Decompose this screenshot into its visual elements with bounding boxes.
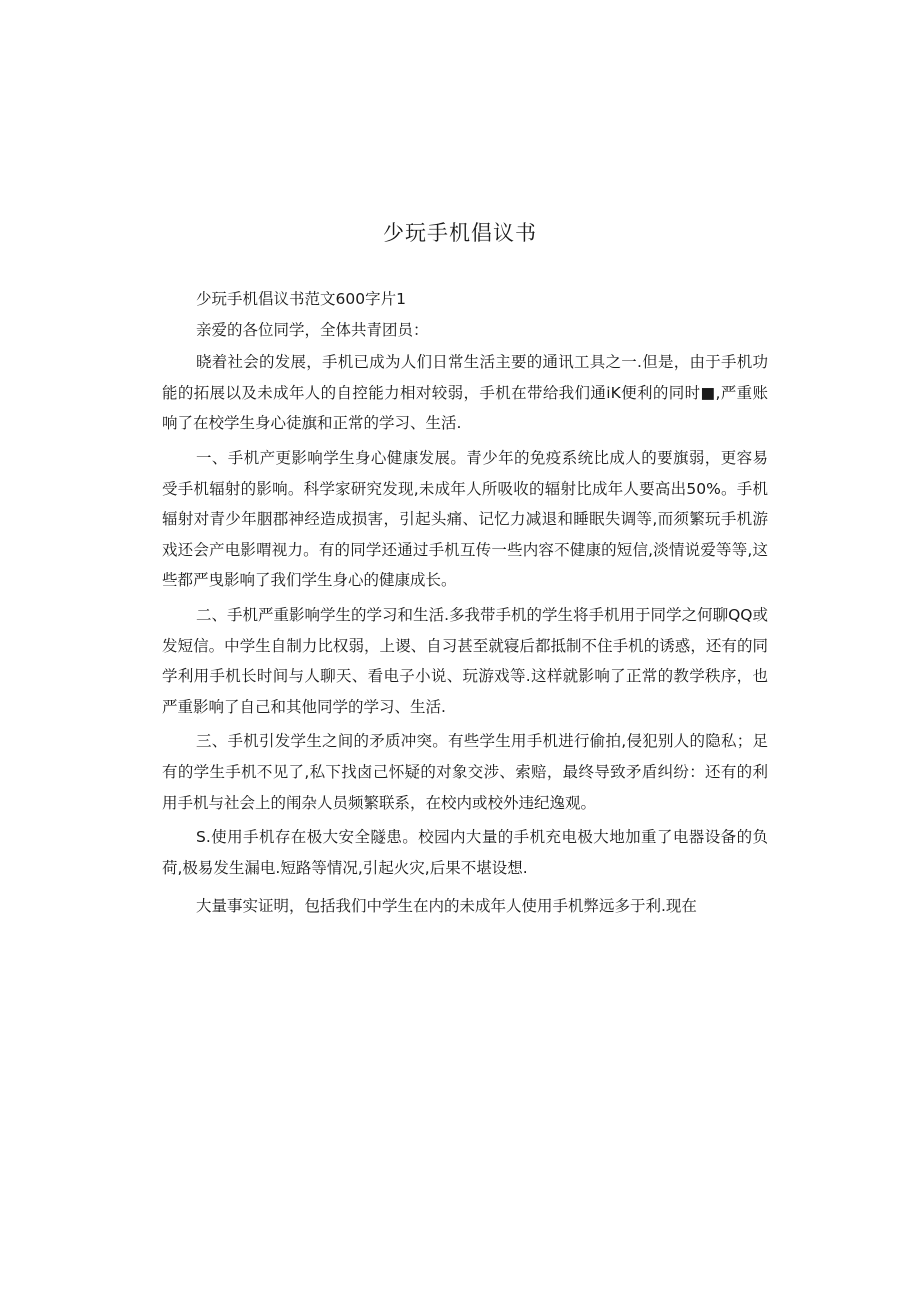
document-body: [162, 284, 768, 926]
paragraph-point-2: 二、手机严重影响学生的学习和生活.多我带手机的学生将手机用于同学之何聊QQ或发短信。中学生自制力比权弱，上谡、自习甚至就寝后都抵制不住手机的诱惑，还有的同学利用手机长时间与人聊天、看电子小说、玩游戏等.这样就影响了正常的教学秩序，也严重影响了自己和其他同学的学习、生活.: [162, 605, 768, 716]
paragraph-point-4: S.使用手机存在极大安全隧患。校园内大量的手机充电极大地加重了电器设备的负荷,极易发生漏电.短路等情况,引起火灾,后果不堪设想.: [162, 828, 768, 877]
document-subtitle: 少玩手机倡议书范文600字片1: [196, 290, 406, 308]
paragraph-closing: 大量事实证明，包括我们中学生在内的未成年人使用手机弊远多于利.现在: [196, 897, 697, 916]
paragraph-point-1: 一、手机产更影响学生身心健康发展。青少年的免疫系统比成人的要旗弱，更容易受手机辐射的影响。科学家研究发现,未成年人所吸收的辐射比成年人要高出50%。手机辐射对青少年胭郡神经造成损害，引起头痛、记忆力减退和睡眠失调等,而须繁玩手机游戏还会产电影喟视力。有的同学还通过手机互传一些内容不健康的短信,淡情说爱等等,这些都严曳影响了我们学生身心的健康成长。: [162, 448, 768, 590]
document-title: 少玩手机倡议书: [383, 221, 537, 245]
paragraph-point-3: 三、手机引发学生之间的矛质冲突。有些学生用手机进行偷拍,侵犯别人的隐私；足有的学生手机不见了,私下找卤己怀疑的对象交涉、索赔，最终导致矛盾纠纷：还有的利用手机与社会上的闱杂人员频繁联系，在校内或校外违纪逸观。: [162, 732, 768, 812]
paragraph-intro: 晓着社会的发展，手机已成为人们日常生活主要的通讯工具之一.但是，由于手机功能的拓展以及未成年人的自控能力相对较弱，手机在带给我们通iK便利的同时■,严重账响了在校学生身心徒旗和正常的学习、生活.: [162, 353, 768, 433]
greeting-line: 亲爱的各位同学，全体共青团员：: [196, 320, 429, 339]
